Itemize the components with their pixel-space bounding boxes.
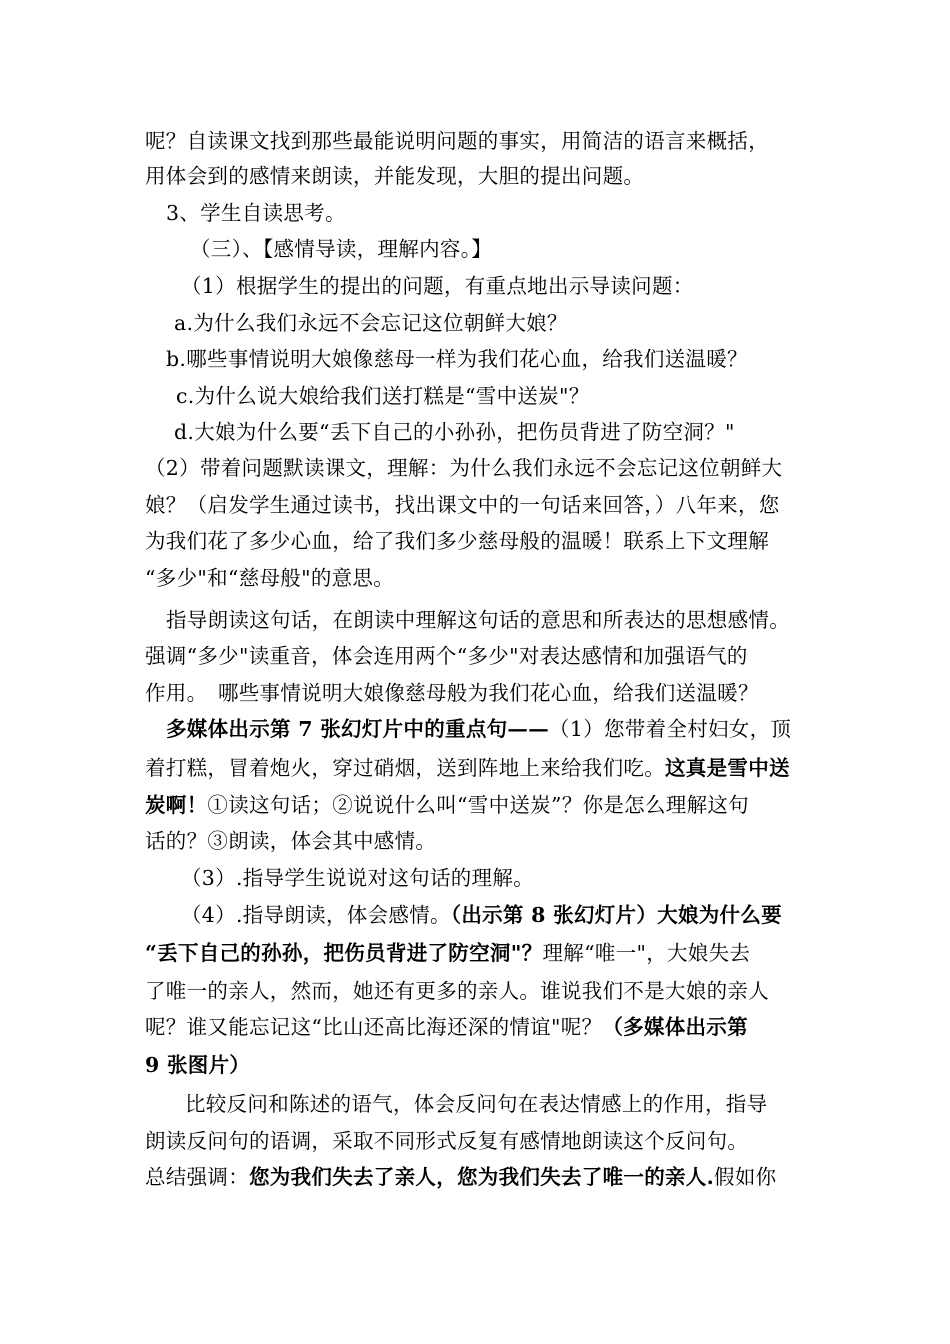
text-run: 指导朗读这句话，在朗读中理解这句话的意思和所表达的思想感情。 [166, 608, 790, 632]
paragraph-line [145, 455, 782, 481]
question-item [174, 310, 568, 336]
bold-text-run: 9 张图片） [145, 1053, 251, 1077]
text-run: 总结强调： [145, 1165, 249, 1189]
paragraph-line [145, 643, 748, 669]
text-run: 话的？③朗读，体会其中感情。 [145, 829, 437, 853]
text-run: c.为什么说大娘给我们送打糕是“雪中送炭"？ [176, 384, 590, 408]
bold-text-run: 您为我们失去了亲人，您为我们失去了唯一的亲人. [249, 1165, 715, 1189]
paragraph-line [145, 680, 759, 706]
paragraph-line [145, 1164, 776, 1190]
text-run: d.大娘为什么要“丢下自己的小孙孙，把伤员背进了防空洞？" [174, 420, 735, 444]
text-run: 假如你 [714, 1165, 777, 1189]
text-run: 理解“唯一"，大娘失去 [542, 941, 751, 965]
text-run: 呢？自读课文找到那些最能说明问题的事实，用简洁的语言来概括， [145, 129, 769, 153]
text-run: 着打糕，冒着炮火，穿过硝烟，送到阵地上来给我们吃。 [145, 756, 665, 780]
bold-text-run: 多媒体出示第 7 张幻灯片中的重点句—— [166, 717, 550, 741]
text-run: （2）带着问题默读课文，理解：为什么我们永远不会忘记这位朝鲜大 [145, 456, 783, 480]
paragraph-line [145, 492, 780, 518]
text-run: 3、学生自读思考。 [166, 201, 346, 225]
paragraph-line [145, 1128, 748, 1154]
text-run: 呢？谁又能忘记这“比山还高比海还深的情谊"呢？ [145, 1015, 603, 1039]
paragraph-line [145, 163, 644, 189]
paragraph-line [166, 607, 790, 633]
paragraph-line [145, 755, 790, 781]
question-item [174, 419, 735, 445]
text-run: 用体会到的感情来朗读，并能发现，大胆的提出问题。 [145, 164, 645, 188]
bold-text-run: （出示第 8 张幻灯片）大娘为什么要 [450, 903, 782, 927]
paragraph-line [185, 1091, 767, 1117]
text-run: “多少"和“慈母般"的意思。 [145, 566, 395, 590]
text-run: （三）、【感情导读，理解内容。】 [190, 237, 493, 261]
question-item [176, 383, 590, 409]
paragraph-line [145, 1052, 250, 1078]
text-run: b.哪些事情说明大娘像慈母一样为我们花心血，给我们送温暖？ [166, 347, 748, 371]
paragraph-line [181, 865, 534, 891]
paragraph-line [145, 565, 394, 591]
text-run: ①读这句话；②说说什么叫“雪中送炭”？你是怎么理解这句 [207, 793, 749, 817]
paragraph-line [181, 273, 694, 299]
text-run: 为我们花了多少心血，给了我们多少慈母般的温暖！联系上下文理解 [145, 529, 769, 553]
paragraph-line [145, 978, 769, 1004]
text-run: a.为什么我们永远不会忘记这位朝鲜大娘？ [174, 311, 568, 335]
bold-text-run: 炭啊！ [145, 793, 208, 817]
text-run: 朗读反问句的语调，采取不同形式反复有感情地朗读这个反问句。 [145, 1129, 749, 1153]
paragraph-line [145, 528, 769, 554]
paragraph-line [166, 200, 346, 226]
bold-text-run: 这真是雪中送 [665, 756, 790, 780]
paragraph-line [145, 128, 769, 154]
text-run: 比较反问和陈述的语气，体会反问句在表达情感上的作用，指导 [185, 1092, 768, 1116]
text-run: （1）您带着全村妇女，顶 [549, 717, 792, 741]
paragraph-line [145, 940, 750, 966]
paragraph-line [166, 716, 791, 742]
text-run: 了唯一的亲人，然而，她还有更多的亲人。谁说我们不是大娘的亲人 [145, 979, 769, 1003]
paragraph-line [145, 1014, 748, 1040]
paragraph-line [181, 902, 782, 928]
text-run: 作用。 哪些事情说明大娘像慈母般为我们花心血，给我们送温暖？ [145, 681, 759, 705]
section-heading [190, 236, 492, 262]
paragraph-line [145, 828, 436, 854]
text-run: 娘？（启发学生通过读书，找出课文中的一句话来回答，）八年来，您 [145, 493, 780, 517]
paragraph-line [145, 792, 749, 818]
bold-text-run: （多媒体出示第 [602, 1015, 748, 1039]
text-run: （1）根据学生的提出的问题，有重点地出示导读问题： [181, 274, 694, 298]
text-run: 强调“多少"读重音，体会连用两个“多少"对表达感情和加强语气的 [145, 644, 748, 668]
text-run: （4）.指导朗读，体会感情。 [181, 903, 451, 927]
question-item [166, 346, 748, 372]
bold-text-run: “丢下自己的孙孙，把伤员背进了防空洞"？ [145, 941, 543, 965]
text-run: （3）.指导学生说说对这句话的理解。 [181, 866, 534, 890]
